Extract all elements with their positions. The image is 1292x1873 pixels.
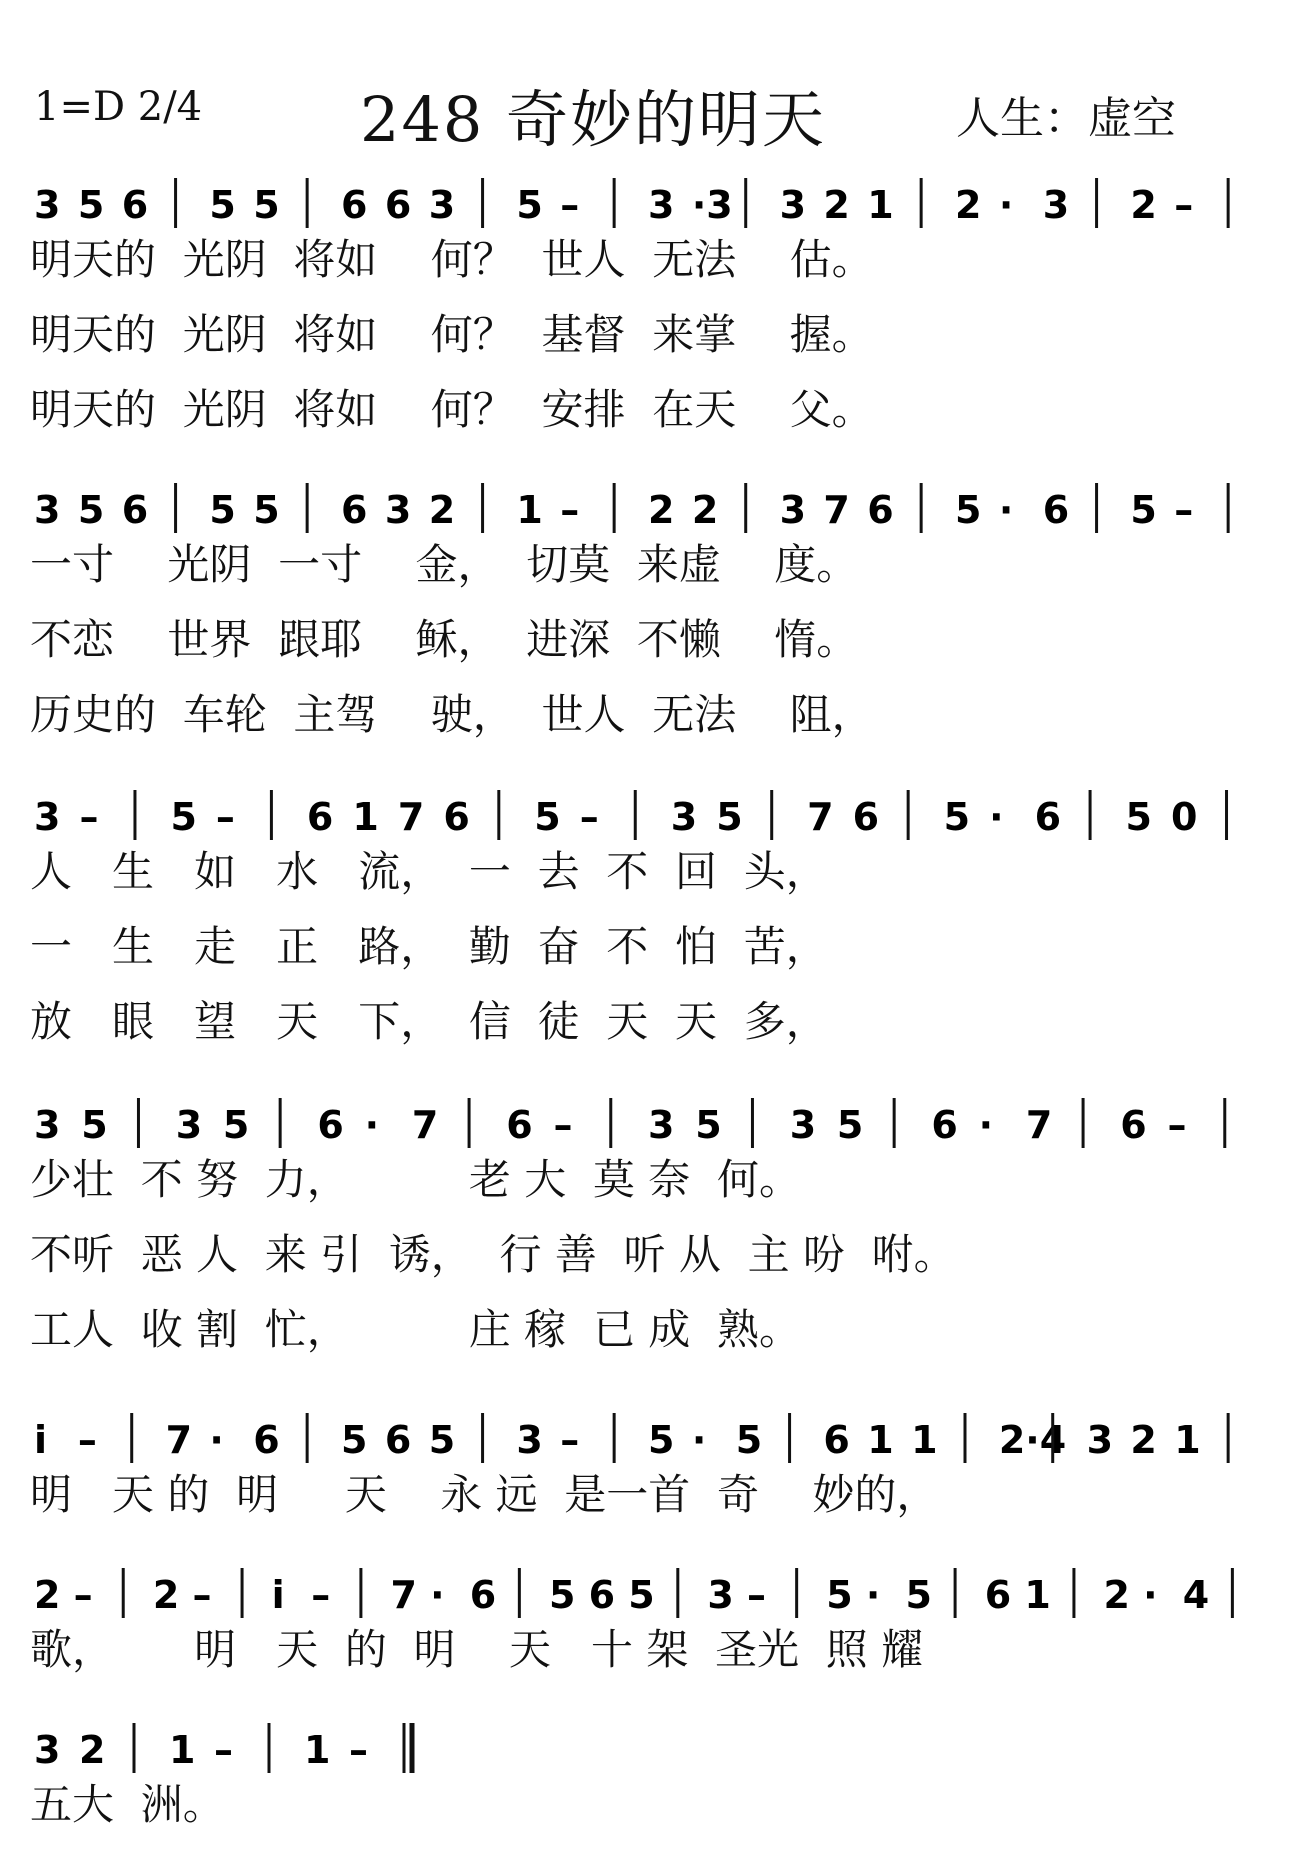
lyric-line: 歌， 明 天 的 明 天 十 架 圣光 照 耀 — [30, 1625, 924, 1674]
note: 7 — [397, 795, 425, 839]
notation-row — [0, 1405, 1292, 1469]
note: 1 — [169, 1728, 196, 1772]
note: 6 — [306, 795, 334, 839]
note: 3 — [34, 183, 61, 227]
note: 7 — [411, 1103, 439, 1147]
note: 6 — [506, 1103, 533, 1147]
lyric-line: 人 生 如 水 流， 一 去 不 回 头， — [30, 847, 828, 896]
note: 2 — [34, 1573, 61, 1617]
note: 1 — [304, 1728, 331, 1772]
note: · — [978, 1103, 994, 1147]
note: 7 — [390, 1573, 417, 1617]
note: 2·4 — [998, 1418, 1067, 1462]
note: 1 — [911, 1418, 938, 1462]
note: – — [192, 1573, 212, 1617]
note: 5 — [955, 488, 982, 532]
lyric-line: 工人 收 割 忙， 庄 稼 已 成 熟。 — [30, 1305, 802, 1354]
note: 5 — [1130, 488, 1157, 532]
lyric-line: 放 眼 望 天 下， 信 徒 天 天 多， — [30, 997, 828, 1046]
note: 7 — [1025, 1103, 1053, 1147]
notation-row — [0, 170, 1292, 234]
note: 6 — [867, 488, 894, 532]
note: 6 — [384, 1418, 412, 1462]
note: 1 — [1024, 1573, 1051, 1617]
note: 5 — [695, 1103, 722, 1147]
note: 5 — [253, 183, 280, 227]
note: 5 — [170, 795, 197, 839]
note: 7 — [823, 488, 850, 532]
note: i — [34, 1418, 48, 1462]
note: 3 — [648, 1103, 675, 1147]
note: 7 — [165, 1418, 193, 1462]
note: i — [271, 1573, 285, 1617]
lyric-line: 明 天 的 明 天 永 远 是一首 奇 妙的， — [30, 1470, 939, 1519]
note: 3 — [34, 488, 61, 532]
note: 0 — [1171, 795, 1198, 839]
note: 6 — [823, 1418, 850, 1462]
note: 5 — [77, 183, 105, 227]
note: – — [560, 488, 580, 532]
note: 3 — [175, 1103, 203, 1147]
note: 2 — [648, 488, 675, 532]
note: 5 — [716, 795, 743, 839]
note: · — [865, 1573, 881, 1617]
note: 2 — [691, 488, 719, 532]
note: 3 — [34, 1728, 61, 1772]
note: 5 — [735, 1418, 763, 1462]
note: · — [430, 1573, 445, 1617]
lyric-line: 一寸 光阴 一寸 金， 切莫 来虚 度。 — [30, 540, 859, 589]
note: 5 — [628, 1573, 655, 1617]
note: 1 — [352, 795, 379, 839]
note: 1 — [867, 1418, 894, 1462]
note: 2 — [1103, 1573, 1131, 1617]
note: 6 — [1042, 488, 1070, 532]
note: 3 — [779, 183, 807, 227]
note: 5 — [341, 1418, 368, 1462]
note: 3 — [384, 488, 412, 532]
note: 5 — [943, 795, 971, 839]
note: 3 — [34, 795, 61, 839]
note: 3 — [428, 183, 456, 227]
note: – — [214, 1728, 233, 1772]
note: 5 — [534, 795, 561, 839]
lyric-line: 一 生 走 正 路， 勤 奋 不 怕 苦， — [30, 922, 828, 971]
note: 5 — [428, 1418, 456, 1462]
note: · — [209, 1418, 224, 1462]
note: 6 — [984, 1573, 1012, 1617]
note: 5 — [222, 1103, 250, 1147]
note: 6 — [121, 183, 149, 227]
note: 3 — [648, 183, 675, 227]
note: 2 — [823, 183, 850, 227]
lyric-line: 少壮 不 努 力， 老 大 莫 奈 何。 — [30, 1155, 802, 1204]
note: 3 — [1086, 1418, 1114, 1462]
note: 6 — [341, 183, 368, 227]
note: 6 — [931, 1103, 958, 1147]
note: 5 — [253, 488, 280, 532]
note: – — [311, 1573, 331, 1617]
notation-row — [0, 1090, 1292, 1154]
note: 2 — [1130, 183, 1157, 227]
note: – — [1167, 1103, 1187, 1147]
note: 2 — [955, 183, 982, 227]
note: 1 — [516, 488, 543, 532]
note: 5 — [648, 1418, 675, 1462]
note: 6 — [1120, 1103, 1147, 1147]
notation-row — [0, 1560, 1292, 1624]
note: ·3 — [691, 183, 733, 227]
note: – — [1174, 488, 1194, 532]
lyric-line: 明天的 光阴 将如 何？ 世人 无法 估。 — [30, 235, 874, 284]
note: 3 — [707, 1573, 734, 1617]
lyric-line: 不恋 世界 跟耶 稣， 进深 不懒 惰。 — [30, 615, 859, 664]
notation-row — [0, 782, 1292, 846]
lyric-line: 明天的 光阴 将如 何？ 安排 在天 父。 — [30, 385, 874, 434]
note: 5 — [826, 1573, 853, 1617]
note: · — [364, 1103, 380, 1147]
note: 5 — [516, 183, 543, 227]
note: · — [691, 1418, 707, 1462]
lyric-line: 明天的 光阴 将如 何？ 基督 来掌 握。 — [30, 310, 874, 359]
note: 3 — [1042, 183, 1070, 227]
note: 3 — [34, 1103, 61, 1147]
note: 3 — [670, 795, 698, 839]
notation-row — [0, 1715, 1292, 1779]
note: 6 — [341, 488, 368, 532]
note: – — [579, 795, 599, 839]
note: 1 — [867, 183, 894, 227]
song-title: 248 奇妙的明天 — [360, 83, 827, 156]
note: 6 — [121, 488, 149, 532]
lyric-line: 不听 恶 人 来 引 诱， 行 善 听 从 主 吩 咐。 — [30, 1230, 956, 1279]
note: 7 — [807, 795, 834, 839]
note: – — [1174, 183, 1194, 227]
note: – — [215, 795, 235, 839]
note: – — [73, 1573, 93, 1617]
attribution: 人生：虚空 — [956, 93, 1176, 144]
note: · — [1143, 1573, 1158, 1617]
note: · — [998, 488, 1014, 532]
note: 5 — [209, 488, 236, 532]
note: – — [553, 1103, 573, 1147]
note: – — [77, 1418, 97, 1462]
note: 2 — [152, 1573, 180, 1617]
note: – — [560, 1418, 580, 1462]
note: 6 — [852, 795, 880, 839]
notation-row — [0, 475, 1292, 539]
note: 2 — [79, 1728, 106, 1772]
note: 5 — [548, 1573, 576, 1617]
note: 4 — [1182, 1573, 1210, 1617]
note: 6 — [1034, 795, 1062, 839]
note: 3 — [516, 1418, 543, 1462]
note: 6 — [469, 1573, 497, 1617]
note: 5 — [905, 1573, 932, 1617]
note: 6 — [253, 1418, 280, 1462]
note: 5 — [77, 488, 105, 532]
note: 5 — [209, 183, 236, 227]
note: – — [560, 183, 580, 227]
note: 6 — [588, 1573, 616, 1617]
note: – — [747, 1573, 767, 1617]
note: 5 — [1125, 795, 1153, 839]
note: · — [989, 795, 1004, 839]
lyric-line: 五大 洲。 — [30, 1780, 225, 1829]
note: 2 — [428, 488, 456, 532]
note: · — [998, 183, 1014, 227]
note: 5 — [836, 1103, 864, 1147]
note: 5 — [81, 1103, 108, 1147]
note: 2 — [1130, 1418, 1157, 1462]
lyric-line: 历史的 车轮 主驾 驶， 世人 无法 阻， — [30, 690, 874, 739]
note: – — [79, 795, 99, 839]
note: – — [349, 1728, 368, 1772]
note: 6 — [384, 183, 412, 227]
note: 6 — [317, 1103, 344, 1147]
note: 1 — [1174, 1418, 1201, 1462]
note: 3 — [779, 488, 807, 532]
note: 3 — [789, 1103, 817, 1147]
note: 6 — [443, 795, 470, 839]
key-signature: 1=D 2/4 — [34, 84, 203, 130]
